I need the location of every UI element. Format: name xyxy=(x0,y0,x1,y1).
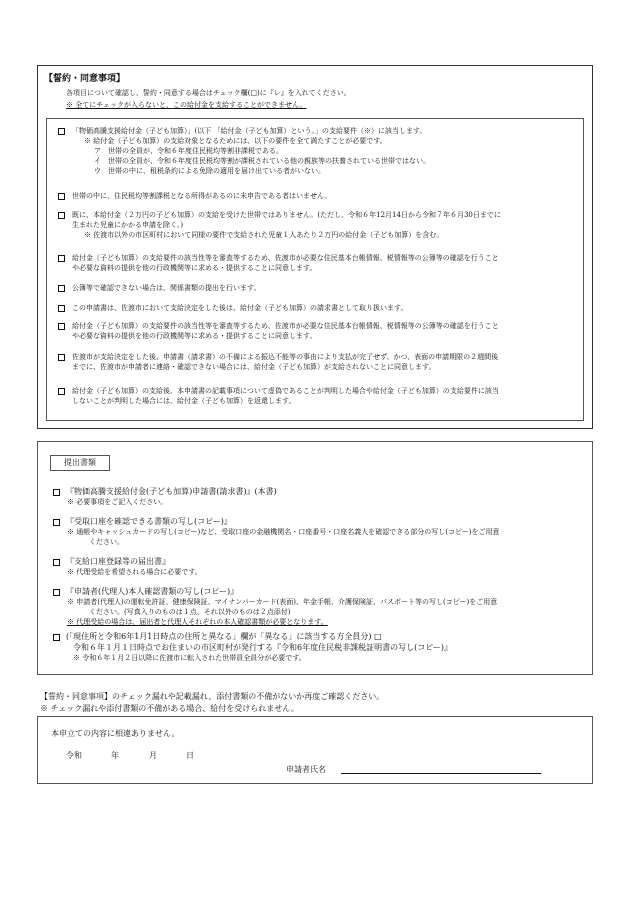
document-open-paren: ( xyxy=(66,632,70,641)
checkbox[interactable] xyxy=(58,285,65,292)
consent-line: 公簿等で確認できない場合は、関係書類の提出を行います。 xyxy=(72,284,261,292)
checkbox[interactable] xyxy=(53,489,60,496)
document-item-3 xyxy=(53,556,583,577)
reminder-line-2: ※ チェック漏れや添付書類の不備がある場合、給付を受けられません。 xyxy=(40,704,299,713)
consent-line: 既に、本給付金（２万円の子ども加算）の支給を受けた世帯ではありません。(ただし、令和６年12月14日から令和７年６月30日までに xyxy=(72,211,501,219)
document-note: ※ 必要事項をご記入ください。 xyxy=(67,498,168,506)
checkbox[interactable] xyxy=(58,323,65,330)
consent-line: ※ 給付金（子ども加算）の支給対象となるためには、以下の要件を全て満たすことが必要です。 xyxy=(84,137,387,145)
checkbox[interactable] xyxy=(53,519,60,526)
consent-line: 給付金（子ども加算）の支給後、本申請書の記載事項について虚偽であることが判明した場合や給付金（子ども加算）の支給要件に該当 xyxy=(72,387,499,395)
document-note: ください。(写真入りのものは１点、それ以外のものは２点添付) xyxy=(89,608,291,616)
checkbox[interactable] xyxy=(58,354,65,361)
date-month: 月 xyxy=(149,751,157,760)
consent-line: 「物価高騰支援給付金（子ども加算）」(以下 「給付金（子ども加算）という。」の支給要件（※）に該当します。 xyxy=(72,127,427,135)
document-title: 『物価高騰支援給付金(子ども加算)申請書(請求書)』(本書) xyxy=(66,487,277,496)
document-note: ※ 代理受給の場合は、届出者と代理人それぞれの本人確認書類が必要となります。 xyxy=(67,618,328,626)
document-title-line2: 令和６年１月１日時点でお住まいの市区町村が発行する『令和6年度住民税非課税証明書の写し(コピー)』 xyxy=(73,643,453,652)
consent-line: 給付金（子ども加算）の支給要件の該当性等を審査等するため、佐渡市が必要な住民基本台帳情報、税情報等の公簿等の確認を行うこと xyxy=(72,322,499,330)
checkbox[interactable] xyxy=(58,388,65,395)
consent-line: ※ 佐渡市以外の市区町村において同様の要件で支給された児童１人あたり２万円の給付金（子ども加算）を含む。 xyxy=(84,231,444,239)
applicant-name-label: 申請者氏名 xyxy=(286,765,326,774)
document-note: ※ 代理受給を希望される場合に必要です。 xyxy=(67,568,202,576)
document-item-2 xyxy=(53,516,583,547)
consent-heading: 【誓約・同意事項】 xyxy=(44,74,126,84)
checkbox[interactable] xyxy=(58,212,65,219)
consent-line: 給付金（子ども加算）の支給要件の該当性等を審査等するため、佐渡市が必要な住民基本台帳情報、税情報等の公簿等の確認を行うこと xyxy=(72,254,499,262)
checkbox[interactable] xyxy=(53,559,60,566)
consent-line: 生まれた児童にかかる申請を除く。) xyxy=(72,221,184,229)
date-era: 令和 xyxy=(66,751,82,760)
document-note: ※ 通帳やキャッシュカードの写し(コピー)など、受取口座の金融機関名・口座番号・口座名義人を確認できる部分の写し(コピー)をご用意 xyxy=(67,528,500,536)
consent-line: や必要な資料の提供を他の行政機関等に求める・提供することに同意します。 xyxy=(72,264,317,272)
document-note: ※ 令和６年１月２日以降に佐渡市に転入された世帯員全員分が必要です。 xyxy=(73,654,306,662)
document-item-5 xyxy=(53,631,583,663)
reminder-line-1: 【誓約・同意事項】のチェック漏れや記載漏れ、添付書類の不備がないか再度ご確認ください。 xyxy=(40,692,385,701)
checkbox[interactable] xyxy=(53,589,60,596)
document-title: 「現住所と令和6年1月1日時点の住所と異なる」欄が「異なる」に該当する方全員分) xyxy=(69,632,372,641)
trailing-checkbox-glyph[interactable]: □ xyxy=(374,632,382,641)
documents-heading xyxy=(50,455,110,471)
date-day: 日 xyxy=(186,751,194,760)
consent-line: までに、佐渡市が申請者に連絡・確認できない場合には、給付金（子ども加算）が支給されないことに同意します。 xyxy=(72,363,436,371)
documents-heading-text: 提出書類 xyxy=(64,458,96,467)
consent-line: イ 世帯の全員が、令和６年度住民税均等割が課税されている他の親族等の扶養されている世帯ではない。 xyxy=(94,157,430,165)
document-title: 『受取口座を確認できる書類の写し(コピー)』 xyxy=(66,517,232,526)
checkbox[interactable] xyxy=(58,128,65,135)
consent-line: この申請書は、佐渡市において支給決定をした後は、給付金（子ども加算）の請求書として取り扱います。 xyxy=(72,304,408,312)
consent-intro: 各項目について確認し、誓約・同意する場合はチェック欄(□)に『レ』を入れてください。 xyxy=(66,89,351,97)
consent-line: 世帯の中に、住民税均等割課税となる所得があるのに未申告である者はいません。 xyxy=(72,192,332,200)
consent-line: ウ 世帯の中に、租税条約による免除の適用を届け出ている者がいない。 xyxy=(94,167,325,175)
consent-line: ア 世帯の全員が、令和６年度住民税均等割非課税である。 xyxy=(94,147,283,155)
consent-line: 佐渡市が支給決定をした後、申請書（請求書）の不備による振込不能等の事由により支払が完了せず、かつ、表面の申請期限の２週間後 xyxy=(72,353,499,361)
document-title: 『支給口座登録等の届出書』 xyxy=(66,557,170,566)
consent-line: しないことが判明した場合には、給付金（子ども加算）を返還します。 xyxy=(72,397,296,405)
document-item-4 xyxy=(53,586,583,627)
document-note: ※ 申請者(代理人)の運転免許証、健康保険証、マイナンバーカード(表面)、年金手帳、介護保険証、パスポート等の写し(コピー)をご用意 xyxy=(67,598,498,606)
document-title: 『申請者(代理人)本人確認書類の写し(コピー)』 xyxy=(66,587,239,596)
date-year: 年 xyxy=(111,751,119,760)
document-note: ください。 xyxy=(89,538,124,546)
checkbox[interactable] xyxy=(58,193,65,200)
declaration-text: 本申立ての内容に相違ありません。 xyxy=(51,729,180,738)
checkbox[interactable] xyxy=(53,634,60,641)
consent-line: や必要な資料の提供を他の行政機関等に求める・提供することに同意します。 xyxy=(72,332,317,340)
consent-note: ※ 全てにチェックが入らないと、この給付金を支給することができません。 xyxy=(66,101,307,109)
applicant-name-field[interactable] xyxy=(341,773,541,774)
document-item-1 xyxy=(53,486,583,507)
checkbox[interactable] xyxy=(58,255,65,262)
checkbox[interactable] xyxy=(58,305,65,312)
